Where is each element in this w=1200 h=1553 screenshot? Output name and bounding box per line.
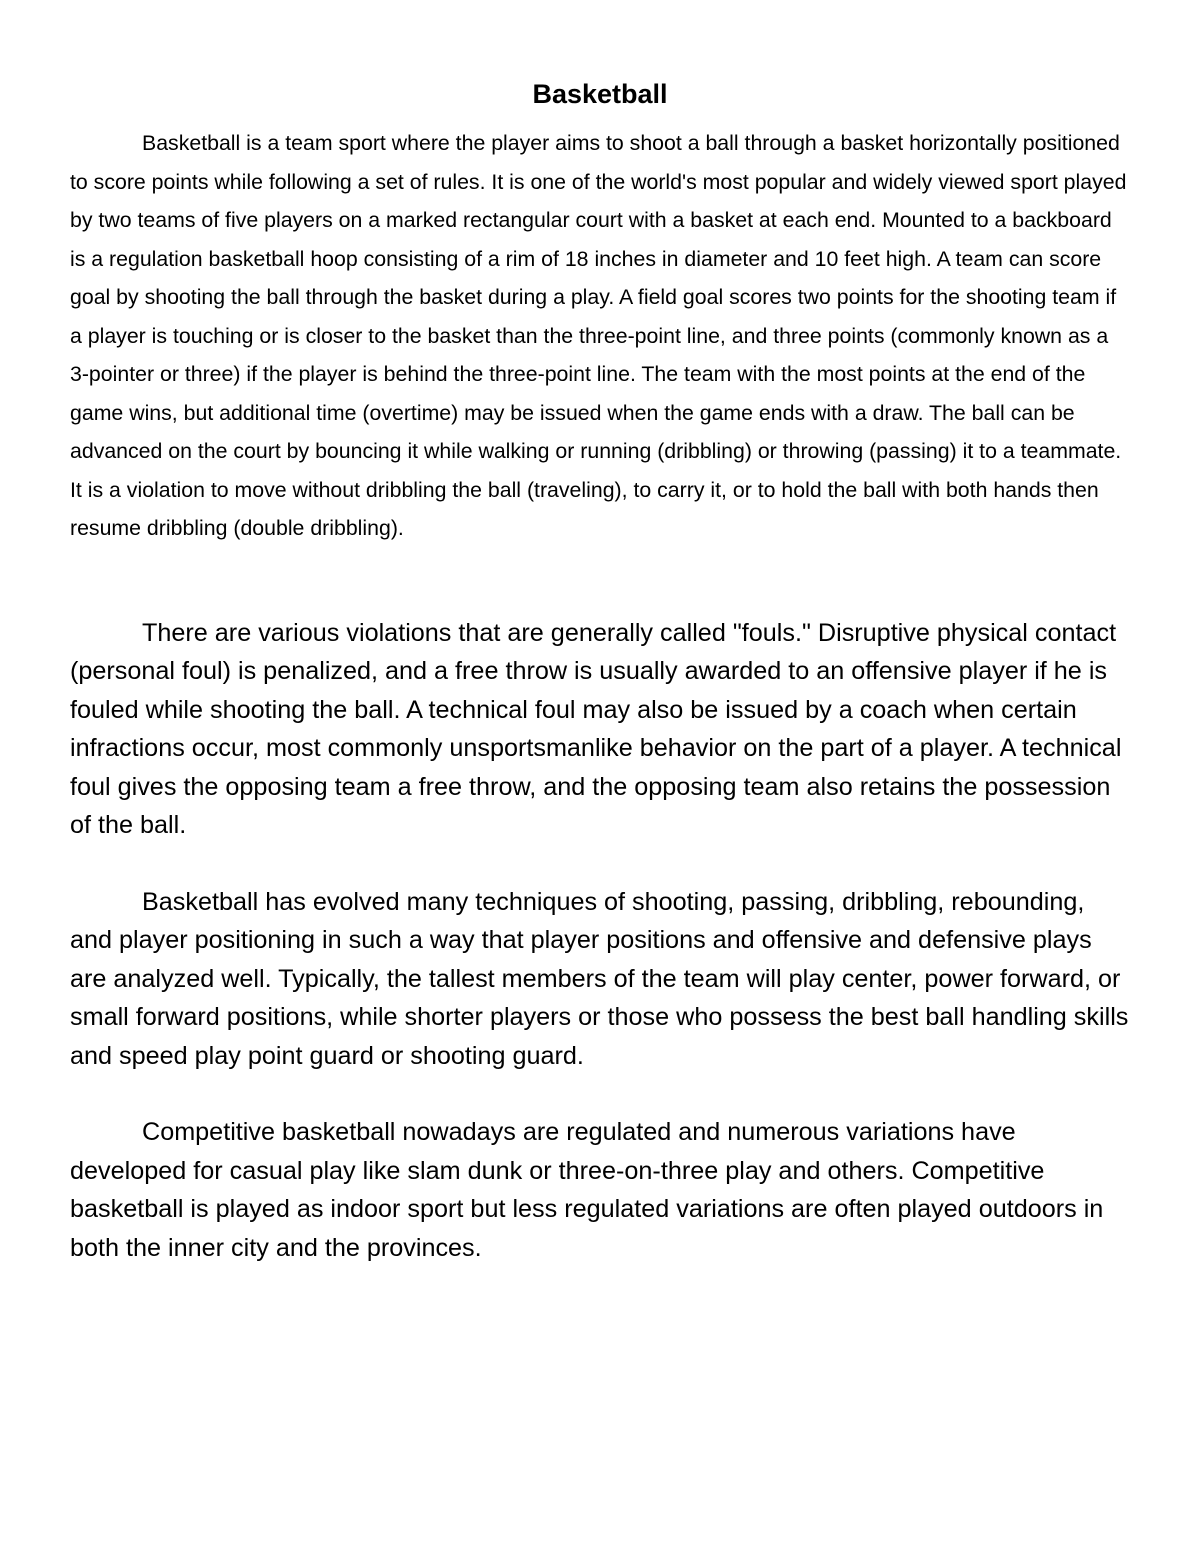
paragraph-spacer <box>70 845 1130 883</box>
paragraph-spacer <box>70 548 1130 614</box>
paragraph-variations: Competitive basketball nowadays are regulated and numerous variations have developed for casual play like slam dunk or three-on-three play and others. Competitive basketball is played as indoor sport but less regulated variations are often played outdoors in both the inner city and the provinces. <box>70 1118 1104 1262</box>
document-title: Basketball <box>532 79 668 109</box>
paragraph-techniques: Basketball has evolved many techniques of shooting, passing, dribbling, rebounding, and player positioning in such a way that player positions and offensive and defensive plays are analyzed well. Typically, the tallest members of the team will play center, power forward, or small forward positions, while shorter players or those who possess the best ball handling skills and speed play point guard or shooting guard. <box>70 887 1129 1070</box>
paragraph-spacer <box>70 1075 1130 1113</box>
paragraph-fouls: There are various violations that are generally called "fouls." Disruptive physical contact (personal foul) is penalized, and a free throw is usually awarded to an offensive player if he is fouled while shooting the ball. A technical foul may also be issued by a coach when certain infractions occur, most commonly unsportsmanlike behavior on the part of a player. A technical foul gives the opposing team a free throw, and the opposing team also retains the possession of the ball. <box>70 618 1122 839</box>
paragraph-introduction: Basketball is a team sport where the player aims to shoot a ball through a basket horizontally positioned to score points while following a set of rules. It is one of the world's most popular and widely viewed sport played by two teams of five players on a marked rectangular court with a basket at each end. Mounted to a backboard is a regulation basketball hoop consisting of a rim of 18 inches in diameter and 10 feet high. A team can score goal by shooting the ball through the basket during a play. A field goal scores two points for the shooting team if a player is touching or is closer to the basket than the three-point line, and three points (commonly known as a 3-pointer or three) if the player is behind the three-point line. The team with the most points at the end of the game wins, but additional time (overtime) may be issued when the game ends with a draw. The ball can be advanced on the court by bouncing it while walking or running (dribbling) or throwing (passing) it to a teammate. It is a violation to move without dribbling the ball (traveling), to carry it, or to hold the ball with both hands then resume dribbling (double dribbling). <box>70 131 1127 540</box>
document-page <box>70 74 1130 1267</box>
